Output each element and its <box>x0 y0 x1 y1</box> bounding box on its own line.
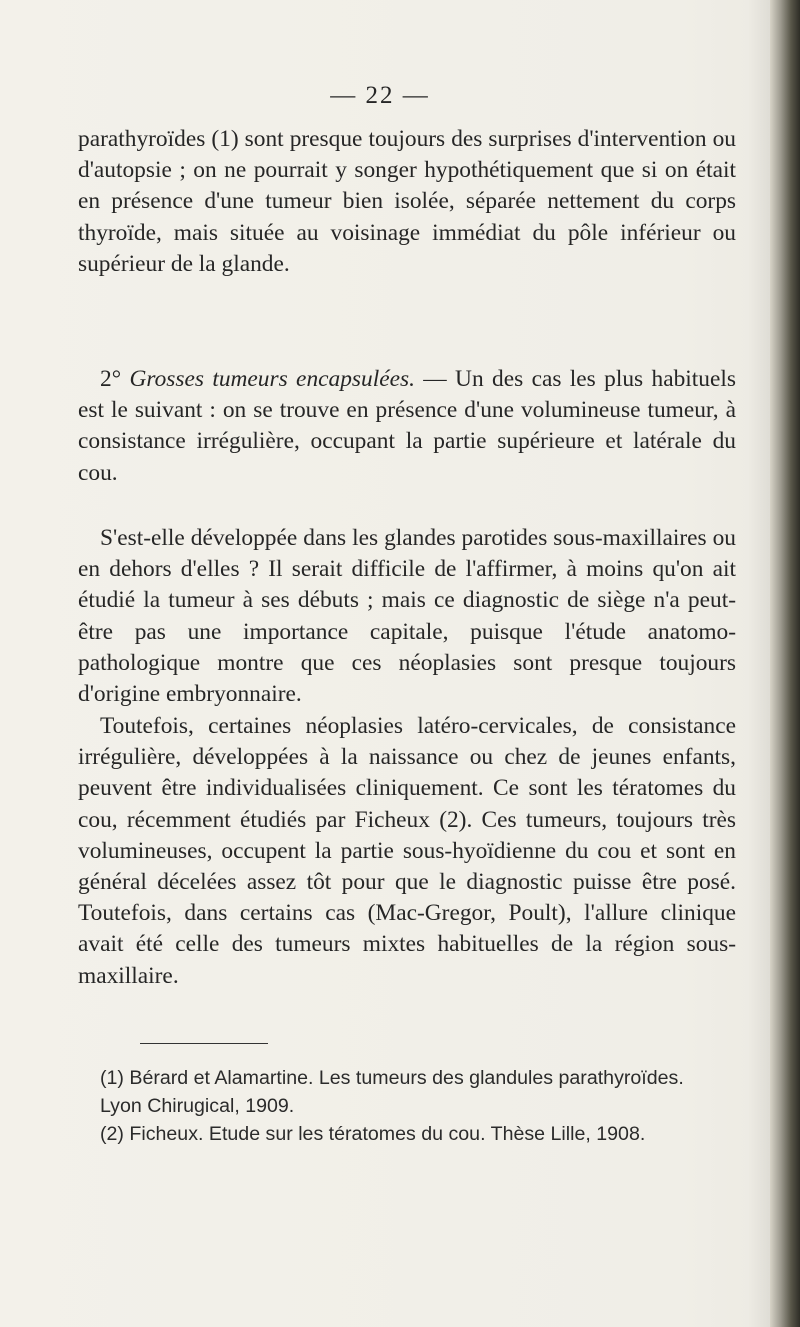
paragraph-4-text: Toutefois, certaines néoplasies latéro-cervicales, de consistance irrégulière, développées à la naissance ou chez de jeunes enfants, peuvent être individualisées cliniquement. Ce sont les tératomes du cou, récemment étudiés par Ficheux (2). Ces tumeurs, toujours très volumineuses, occupent la partie sous-hyoïdienne du cou et sont en général décelées assez tôt pour que le diagnostic puisse être posé. Toutefois, dans certains cas (Mac-Gregor, Poult), l'allure clinique avait été celle des tumeurs mixtes habituelles de la région sous-maxillaire. <box>78 713 736 989</box>
binding-shadow <box>748 0 770 1327</box>
paragraph-1-text: parathyroïdes (1) sont presque toujours des surprises d'intervention ou d'autopsie ; on ne pourrait y songer hypothétiquement que si on était en présence d'une tumeur bien isolée, séparée nettement du corps thyroïde, mais située au voisinage immédiat du pôle inférieur ou supérieur de la glande. <box>78 126 736 277</box>
paragraph-3 <box>78 523 736 710</box>
page-number: — 22 — <box>330 82 430 109</box>
paragraph-1 <box>78 124 736 280</box>
footnote-2 <box>78 1120 728 1148</box>
footnote-separator <box>140 1043 268 1044</box>
section-2-heading: Grosses tumeurs encapsulées. <box>129 366 415 392</box>
section-2-paragraph <box>78 364 736 489</box>
section-2-text <box>78 364 736 489</box>
section-2-body: — Un des cas les plus habituels est le suivant : on se trouve en présence d'une volumineuse tumeur, à consistance irrégulière, occupant la partie supérieure et latérale du cou. <box>78 366 736 486</box>
paragraph-3-text: S'est-elle développée dans les glandes parotides sous-maxillaires ou en dehors d'elles ? Il serait difficile de l'affirmer, à moins qu'on ait étudié la tumeur à ses débuts ; mais ce diagnostic de siège n'a peut-être pas une importance capitale, puisque l'étude anatomo-pathologique montre que ces néoplasies sont presque toujours d'origine embryonnaire. <box>78 525 736 708</box>
footnote-1 <box>78 1064 728 1120</box>
paragraph-4 <box>78 711 736 992</box>
book-binding-edge <box>770 0 800 1327</box>
section-2-number: 2° <box>100 366 122 392</box>
footnote-1-text: (1) Bérard et Alamartine. Les tumeurs des glandules parathyroïdes. Lyon Chirugical, 1909. <box>100 1067 684 1117</box>
footnote-2-text: (2) Ficheux. Etude sur les tératomes du cou. Thèse Lille, 1908. <box>100 1123 646 1145</box>
